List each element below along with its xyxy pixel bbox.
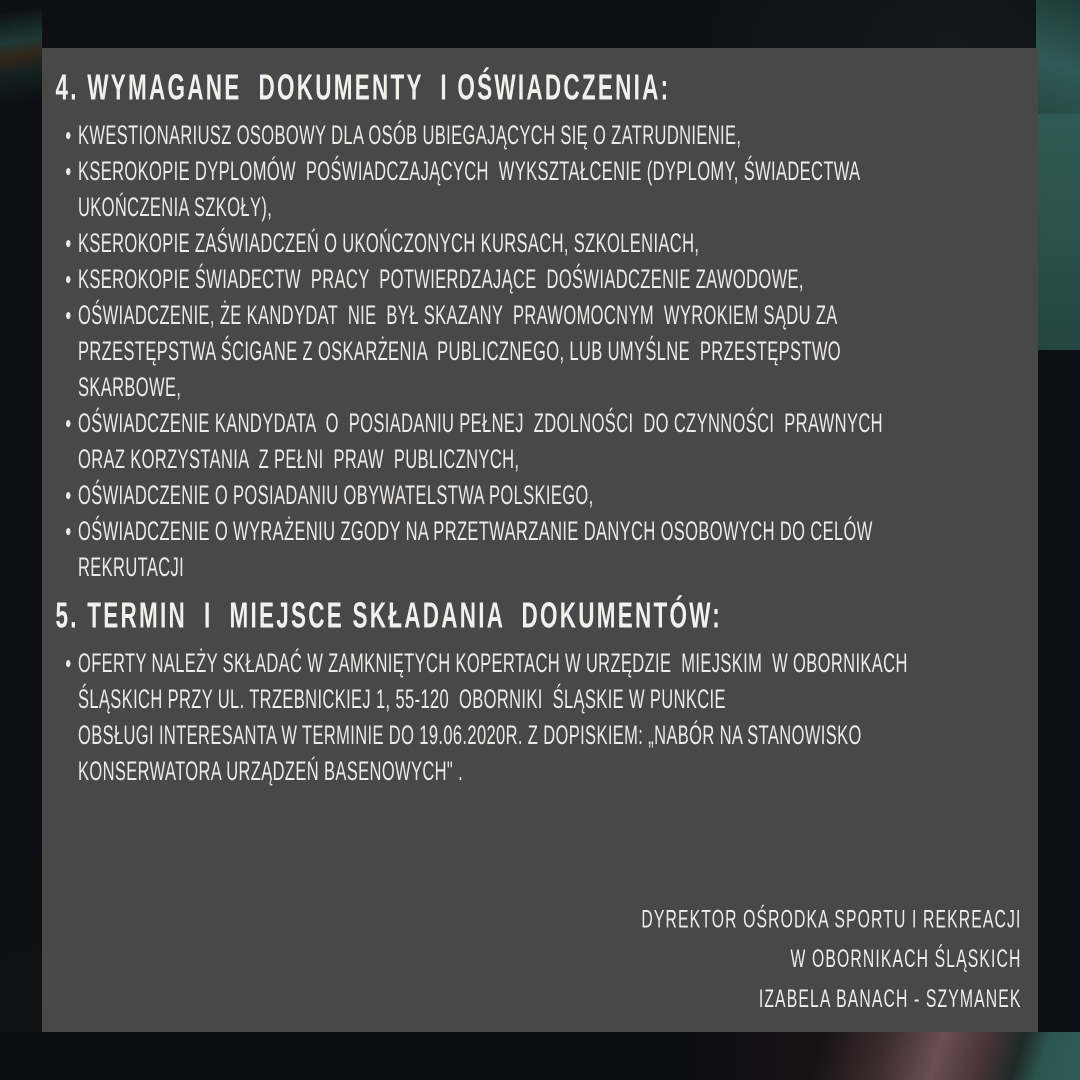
signature-name: IZABELA BANACH - SZYMANEK: [758, 985, 1022, 1013]
bullet-text: KSEROKOPIE ZAŚWIADCZEŃ O UKOŃCZONYCH KURSACH, SZKOLENIACH,: [78, 228, 700, 258]
bullet-text: KWESTIONARIUSZ OSOBOWY DLA OSÓB UBIEGAJĄCYCH SIĘ O ZATRUDNIENIE,: [78, 120, 742, 150]
bullet-icon: [66, 312, 71, 319]
bullet-icon: [66, 132, 71, 139]
section-5-heading: 5. TERMIN I MIEJSCE SKŁADANIA DOKUMENTÓW:: [55, 596, 723, 636]
section-5-list: [56, 646, 1021, 790]
list-item: [66, 262, 1020, 298]
bullet-icon: [66, 276, 71, 283]
pool-water-image: [1036, 0, 1080, 114]
bullet-text: KSEROKOPIE ŚWIADECTW PRACY POTWIERDZAJĄCE DOŚWIADCZENIE ZAWODOWE,: [78, 264, 804, 294]
list-item: [66, 154, 1020, 226]
bullet-text: OFERTY NALEŻY SKŁADAĆ W ZAMKNIĘTYCH KOPERTACH W URZĘDZIE MIEJSKIM W OBORNIKACH ŚLĄSKICH PRZY UL. TRZEBNICKIEJ 1, 55-120 OBORNIKI ŚLĄSKIE W PUNKCIE OBSŁUGI INTERESANTA W TERMINIE DO 19.06.2020R. Z DOPISKIEM: „NABÓR NA STANOWISKO KONSERWATORA URZĄDZEŃ BASENOWYCH" .: [78, 648, 908, 786]
bullet-icon: [66, 168, 71, 175]
bullet-icon: [66, 492, 71, 499]
bullet-text: KSEROKOPIE DYPLOMÓW POŚWIADCZAJĄCYCH WYKSZTAŁCENIE (DYPLOMY, ŚWIADECTWA UKOŃCZENIA SZKOŁY),: [78, 156, 861, 222]
section-4-list: [56, 118, 1021, 586]
bullet-text: OŚWIADCZENIE O POSIADANIU OBYWATELSTWA POLSKIEGO,: [78, 480, 594, 511]
bullet-icon: [66, 528, 71, 535]
bullet-text: OŚWIADCZENIE KANDYDATA O POSIADANIU PEŁNEJ ZDOLNOŚCI DO CZYNNOŚCI PRAWNYCH ORAZ KORZYSTANIA Z PEŁNI PRAW PUBLICZNYCH,: [78, 408, 883, 475]
announcement-panel: [42, 48, 1038, 1032]
bullet-text: OŚWIADCZENIE O WYRAŻENIU ZGODY NA PRZETWARZANIE DANYCH OSOBOWYCH DO CELÓW REKRUTACJI: [78, 516, 873, 582]
announcement-content: [42, 48, 1038, 1032]
list-item: [66, 514, 1020, 586]
pool-corner-image: [780, 1032, 1080, 1080]
pool-edge-left-image: [0, 0, 42, 110]
list-item: [66, 298, 1020, 406]
bullet-icon: [66, 240, 71, 247]
bullet-icon: [66, 420, 71, 427]
bullet-icon: [66, 660, 71, 667]
signature-title: DYREKTOR OŚRODKA SPORTU I REKREACJI: [641, 906, 1022, 934]
signature-location: W OBORNIKACH ŚLĄSKICH: [790, 945, 1022, 974]
list-item: [66, 406, 1020, 478]
list-item: [66, 226, 1020, 262]
list-item: [66, 646, 1020, 790]
list-item: [66, 478, 1020, 514]
list-item: [66, 118, 1020, 154]
bullet-text: OŚWIADCZENIE, ŻE KANDYDAT NIE BYŁ SKAZANY PRAWOMOCNYM WYROKIEM SĄDU ZA PRZESTĘPSTWA ŚCIGANE Z OSKARŻENIA PUBLICZNEGO, LUB UMYŚLNE PRZESTĘPSTWO SKARBOWE,: [78, 300, 841, 402]
signature-block: [641, 900, 1021, 1019]
section-4-heading: 4. WYMAGANE DOKUMENTY I OŚWIADCZENIA:: [55, 68, 671, 108]
